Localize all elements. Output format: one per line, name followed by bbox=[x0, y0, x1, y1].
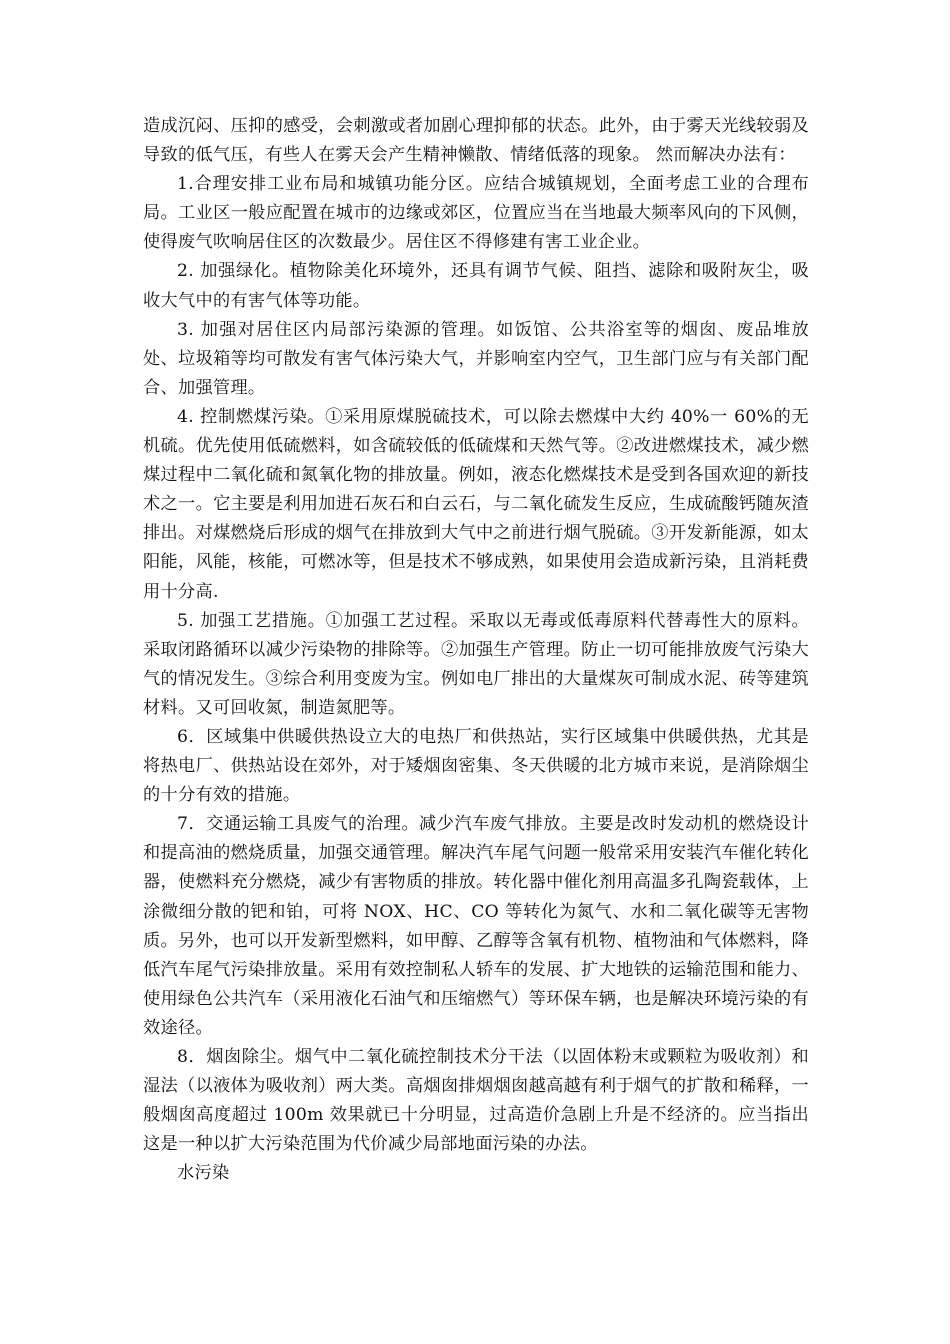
paragraph-greening: 2. 加强绿化。植物除美化环境外，还具有调节气候、阻挡、滤除和吸附灰尘，吸收大气中的有害气体等功能。 bbox=[143, 261, 809, 311]
document-body bbox=[143, 112, 809, 1188]
paragraph-chimney-dust-removal: 8．烟囱除尘。烟气中二氧化硫控制技术分干法（以固体粉末或颗粒为吸收剂）和湿法（以液体为吸收剂）两大类。高烟囱排烟烟囱越高越有利于烟气的扩散和稀释，一般烟囱高度超过 100m 效果就已十分明显，过高造价急剧上升是不经济的。应当指出这是一种以扩大污染范围为代价减少局部地面污染的办法。 bbox=[143, 1047, 809, 1155]
paragraph-district-heating: 6．区域集中供暖供热设立大的电热厂和供热站，实行区域集中供暖供热，尤其是将热电厂、供热站设在郊外，对于矮烟囱密集、冬天供暖的北方城市来说，是消除烟尘的十分有效的措施。 bbox=[143, 726, 809, 806]
paragraph-industrial-layout: 1.合理安排工业布局和城镇功能分区。应结合城镇规划，全面考虑工业的合理布局。工业区一般应配置在城市的边缘或郊区，位置应当在当地最大频率风向的下风侧，使得废气吹响居住区的次数最少。居住区不得修建有害工业企业。 bbox=[143, 174, 809, 253]
paragraph-process-measures: 5. 加强工艺措施。①加强工艺过程。采取以无毒或低毒原料代替毒性大的原料。采取闭路循环以减少污染物的排除等。②加强生产管理。防止一切可能排放废气污染大气的情况发生。③综合利用变废为宝。例如电厂排出的大量煤灰可制成水泥、砖等建筑材料。又可回收氮，制造氮肥等。 bbox=[143, 610, 809, 718]
paragraph-local-pollution-management: 3. 加强对居住区内局部污染源的管理。如饭馆、公共浴室等的烟囱、废品堆放处、垃圾箱等均可散发有害气体污染大气，并影响室内空气，卫生部门应与有关部门配合、加强管理。 bbox=[143, 319, 809, 398]
paragraph-vehicle-exhaust: 7．交通运输工具废气的治理。减少汽车废气排放。主要是改时发动机的燃烧设计和提高油的燃烧质量，加强交通管理。解决汽车尾气问题一般常采用安装汽车催化转化器，使燃料充分燃烧，减少有害物质的排放。转化器中催化剂用高温多孔陶瓷载体，上涂微细分散的钯和铂，可将 NOX、HC、CO 等转化为氮气、水和二氧化碳等无害物质。另外，也可以开发新型燃料，如甲醇、乙醇等含氧有机物、植物油和气体燃料，降低汽车尾气污染排放量。采用有效控制私人轿车的发展、扩大地铁的运输范围和能力、使用绿色公共汽车（采用液化石油气和压缩燃气）等环保车辆，也是解决环境污染的有效途径。 bbox=[143, 814, 809, 1038]
section-heading-water-pollution: 水污染 bbox=[177, 1163, 230, 1184]
paragraph-coal-pollution-control: 4. 控制燃煤污染。①采用原煤脱硫技术，可以除去燃煤中大约 40%一 60%的无机硫。优先使用低硫燃料，如含硫较低的低硫煤和天然气等。②改进燃煤技术，减少燃煤过程中二氧化硫和氮氧化物的排放量。例如，液态化燃煤技术是受到各国欢迎的新技术之一。它主要是利用加进石灰石和白云石，与二氧化硫发生反应，生成硫酸钙随灰渣排出。对煤燃烧后形成的烟气在排放到大气中之前进行烟气脱硫。③开发新能源，如太阳能，风能，核能，可燃冰等，但是技术不够成熟，如果使用会造成新污染，且消耗费用十分高. bbox=[143, 406, 809, 602]
paragraph-fog-effects: 造成沉闷、压抑的感受，会刺激或者加剧心理抑郁的状态。此外，由于雾天光线较弱及导致的低气压，有些人在雾天会产生精神懒散、情绪低落的现象。 然而解决办法有： bbox=[143, 116, 809, 166]
